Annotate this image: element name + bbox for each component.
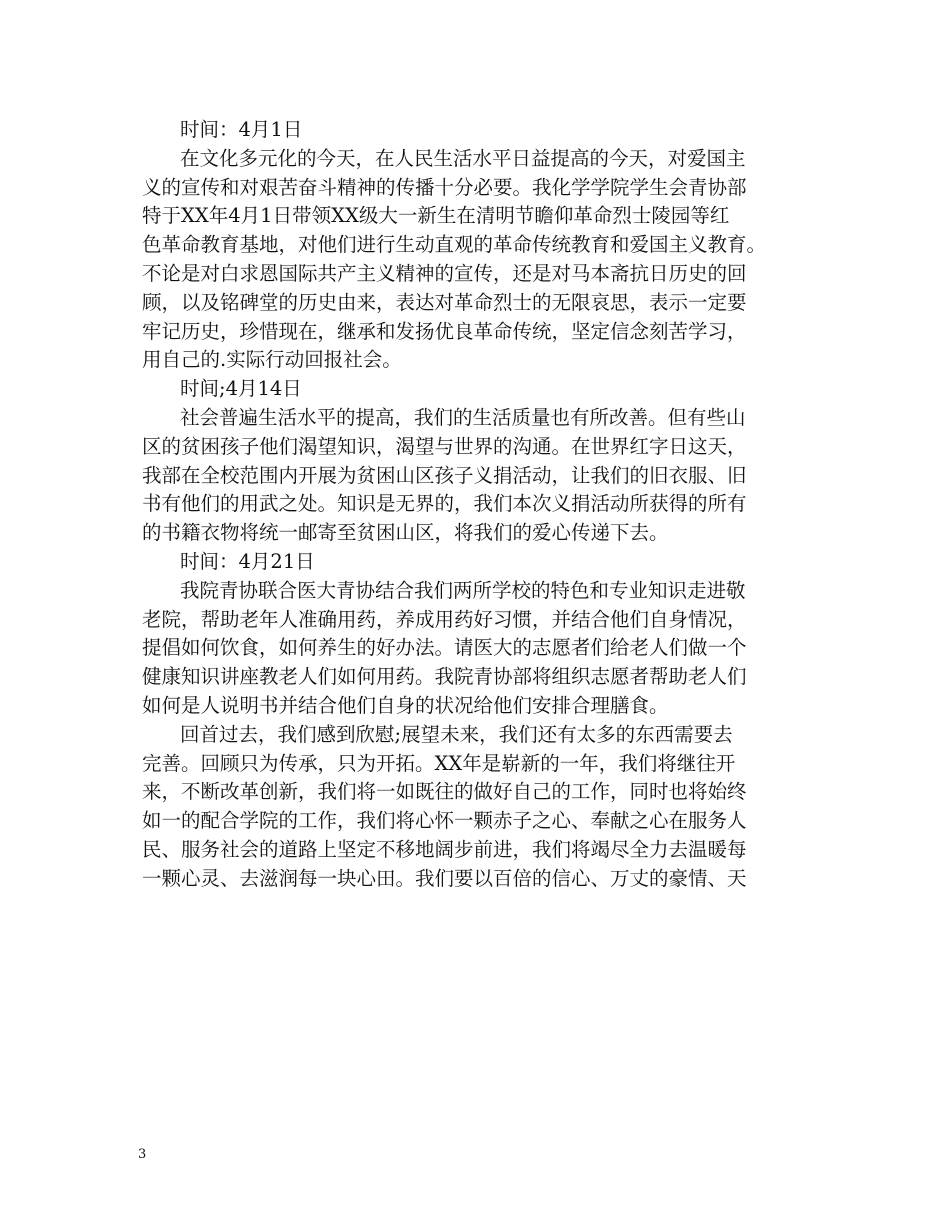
paragraph-line: 提倡如何饮食，如何养生的好办法。请医大的志愿者们给老人们做一个 — [142, 636, 747, 660]
paragraph-line: 在文化多元化的今天，在人民生活水平日益提高的今天，对爱国主 — [180, 146, 746, 170]
page-number: 3 — [138, 1147, 147, 1162]
paragraph-line: 我部在全校范围内开展为贫困山区孩子义捐活动，让我们的旧衣服、旧 — [142, 463, 747, 487]
document-body — [142, 116, 832, 894]
paragraph-line: 民、服务社会的道路上坚定不移地阔步前进，我们将竭尽全力去温暖每 — [142, 837, 747, 861]
paragraph-line: 不论是对白求恩国际共产主义精神的宣传，还是对马本斋抗日历史的回 — [142, 261, 747, 285]
paragraph-line: 我院青协联合医大青协结合我们两所学校的特色和专业知识走进敬 — [180, 578, 746, 602]
paragraph-line: 色革命教育基地，对他们进行生动直观的革命传统教育和爱国主义教育。 — [142, 233, 767, 257]
paragraph-line: 的书籍衣物将统一邮寄至贫困山区，将我们的爱心传递下去。 — [142, 521, 669, 545]
paragraph-line: 如何是人说明书并结合他们自身的状况给他们安排合理膳食。 — [142, 693, 669, 717]
paragraph-line: 顾，以及铭碑堂的历史由来，表达对革命烈士的无限哀思，表示一定要 — [142, 290, 747, 314]
heading-date-apr-14: 时间;4月14日 — [180, 377, 302, 401]
paragraph-line: 老院，帮助老年人准确用药，养成用药好习惯，并结合他们自身情况， — [142, 607, 747, 631]
paragraph-line: 完善。回顾只为传承，只为开拓。XX年是崭新的一年，我们将继往开 — [142, 751, 736, 775]
paragraph-line: 健康知识讲座教老人们如何用药。我院青协部将组织志愿者帮助老人们 — [142, 665, 747, 689]
heading-date-apr-1: 时间：4月1日 — [180, 118, 303, 141]
paragraph-line: 义的宣传和对艰苦奋斗精神的传播十分必要。我化学学院学生会青协部 — [142, 175, 747, 199]
paragraph-line: 来，不断改革创新，我们将一如既往的做好自己的工作，同时也将始终 — [142, 780, 747, 804]
paragraph-line: 特于XX年4月1日带领XX级大一新生在清明节瞻仰革命烈士陵园等红 — [142, 204, 730, 228]
paragraph-line: 牢记历史，珍惜现在，继承和发扬优良革命传统，坚定信念刻苦学习， — [142, 319, 747, 343]
paragraph-line: 一颗心灵、去滋润每一块心田。我们要以百倍的信心、万丈的豪情、天 — [142, 866, 747, 890]
paragraph-line: 区的贫困孩子他们渴望知识，渴望与世界的沟通。在世界红字日这天， — [142, 434, 747, 458]
paragraph-line: 书有他们的用武之处。知识是无界的，我们本次义捐活动所获得的所有 — [142, 492, 747, 516]
paragraph-line: 社会普遍生活水平的提高，我们的生活质量也有所改善。但有些山 — [180, 405, 746, 429]
paragraph-line: 用自己的.实际行动回报社会。 — [142, 348, 402, 372]
paragraph-line: 如一的配合学院的工作，我们将心怀一颗赤子之心、奉献之心在服务人 — [142, 809, 747, 833]
paragraph-line: 回首过去，我们感到欣慰;展望未来，我们还有太多的东西需要去 — [180, 722, 733, 746]
heading-date-apr-21: 时间：4月21日 — [180, 549, 315, 573]
